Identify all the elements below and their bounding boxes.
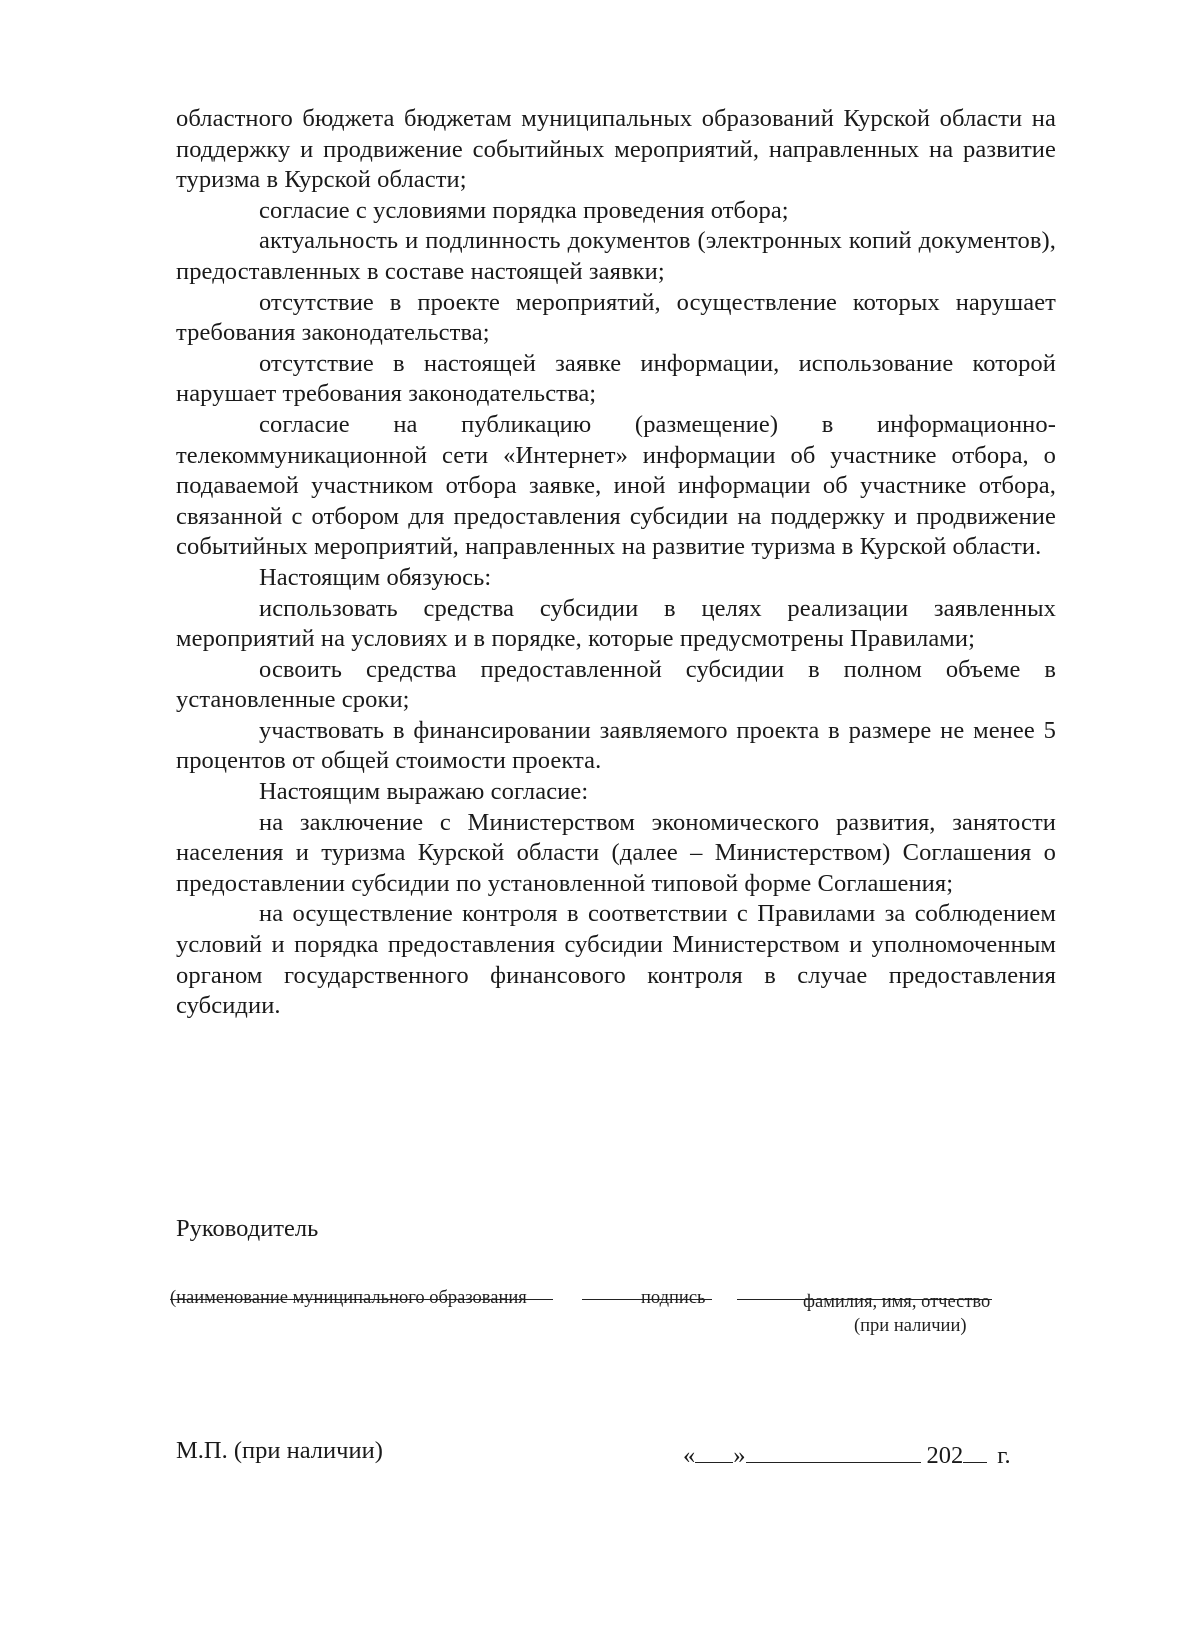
date-line: [683, 1440, 1011, 1471]
document-paragraph: Настоящим выражаю согласие:: [259, 778, 589, 806]
document-paragraph: на осуществление контроля в соответствии с Правилами за соблюдением условий и порядка предоставления субсидии Министерством и уполномоченным органом государственного финансового контроля в случае предоставления субсидии.: [176, 900, 1056, 1020]
date-day-blank[interactable]: [695, 1440, 733, 1463]
date-year-suffix: г.: [997, 1442, 1011, 1469]
document-paragraph: участвовать в финансировании заявляемого проекта в размере не менее 5 процентов от общей стоимости проекта.: [176, 716, 1056, 775]
date-month-blank[interactable]: [746, 1440, 921, 1463]
signature-caption: подпись: [641, 1288, 706, 1308]
document-paragraph: использовать средства субсидии в целях реализации заявленных мероприятий на условиях и в порядке, которые предусмотрены Правилами;: [176, 594, 1056, 653]
date-year-prefix: 202: [926, 1442, 964, 1469]
full-name-note: (при наличии): [854, 1316, 967, 1336]
org-name-caption: (наименование муниципального образования: [170, 1288, 527, 1308]
document-paragraph: отсутствие в настоящей заявке информации, использование которой нарушает требования законодательства;: [176, 349, 1056, 408]
document-paragraph: освоить средства предоставленной субсидии в полном объеме в установленные сроки;: [176, 655, 1056, 714]
document-paragraph: на заключение с Министерством экономического развития, занятости населения и туризма Курской области (далее – Министерством) Соглашения о предоставлении субсидии по установленной типовой форме Соглашения;: [176, 808, 1056, 897]
document-paragraph: областного бюджета бюджетам муниципальных образований Курской области на поддержку и продвижение событийных мероприятий, направленных на развитие туризма в Курской области;: [176, 105, 1056, 194]
document-body: [176, 104, 1056, 1022]
document-paragraph: Настоящим обязуюсь:: [259, 563, 492, 591]
seal-label: М.П. (при наличии): [176, 1437, 383, 1464]
date-year-blank[interactable]: [963, 1440, 987, 1463]
signer-title: Руководитель: [176, 1215, 319, 1242]
document-paragraph: согласие с условиями порядка проведения отбора;: [259, 196, 789, 224]
full-name-caption: фамилия, имя, отчество: [803, 1292, 991, 1312]
document-paragraph: отсутствие в проекте мероприятий, осуществление которых нарушает требования законодательства;: [176, 288, 1056, 347]
date-close-quote: »: [733, 1442, 746, 1469]
date-open-quote: «: [683, 1442, 696, 1469]
document-paragraph: согласие на публикацию (размещение) в информационно-телекоммуникационной сети «Интернет» информации об участнике отбора, о подаваемой участником отбора заявке, иной информации об участнике отбора, связанной с отбором для предоставления субсидии на поддержку и продвижение событийных мероприятий, направленных на развитие туризма в Курской области.: [176, 410, 1056, 561]
document-paragraph: актуальность и подлинность документов (электронных копий документов), предоставленных в составе настоящей заявки;: [176, 227, 1056, 285]
